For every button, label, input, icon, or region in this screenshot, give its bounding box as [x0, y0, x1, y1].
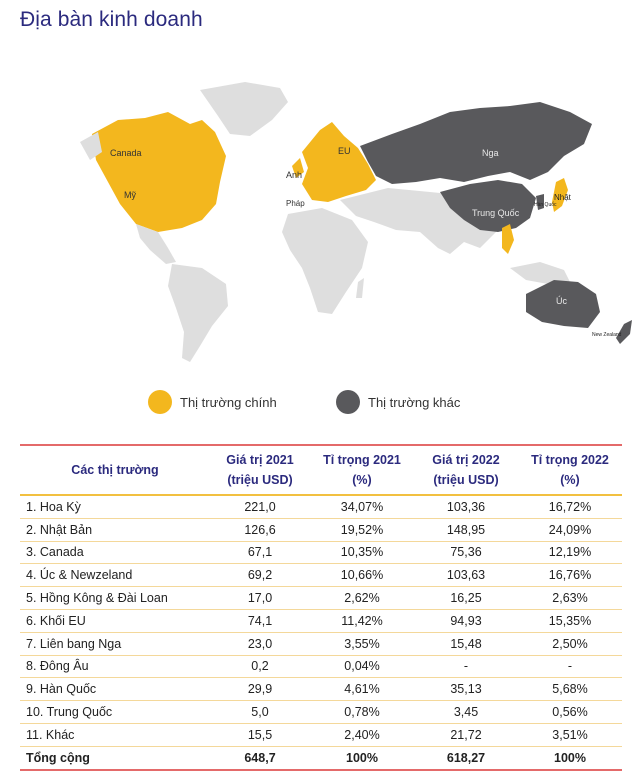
cell-value-2022: 103,36: [414, 495, 518, 518]
cell-market: 10. Trung Quốc: [20, 701, 210, 724]
cell-value-2022: 21,72: [414, 723, 518, 746]
cell-value-2022: 3,45: [414, 701, 518, 724]
table-row: [20, 541, 622, 564]
cell-share-2021: 11,42%: [310, 609, 414, 632]
table-row: [20, 723, 622, 746]
label-canada: Canada: [110, 148, 142, 158]
cell-market: 3. Canada: [20, 541, 210, 564]
cell-value-2021: 0,2: [210, 655, 310, 678]
cell-value-2021: 69,2: [210, 564, 310, 587]
label-nhat: Nhật: [554, 193, 571, 202]
africa-shape: [282, 208, 368, 314]
label-nga: Nga: [482, 148, 499, 158]
header-value-2021: Giá trị 2021 (triệu USD): [210, 445, 310, 495]
market-table: [20, 444, 622, 771]
cell-value-2022: -: [414, 655, 518, 678]
cell-share-2021: 10,35%: [310, 541, 414, 564]
label-uc: Úc: [556, 296, 567, 306]
cell-market: 6. Khối EU: [20, 609, 210, 632]
north-america-shape: [92, 112, 226, 232]
cell-value-2021: 221,0: [210, 495, 310, 518]
label-trung-quoc: Trung Quốc: [472, 208, 520, 218]
cell-share-2021: 10,66%: [310, 564, 414, 587]
label-eu: EU: [338, 146, 351, 156]
cell-share-2022: -: [518, 655, 622, 678]
cell-share-2021: 0,78%: [310, 701, 414, 724]
cell-value-2021: 126,6: [210, 518, 310, 541]
cell-share-2021: 2,40%: [310, 723, 414, 746]
cell-share-2022: 16,76%: [518, 564, 622, 587]
cell-share-2022: 16,72%: [518, 495, 622, 518]
cell-value-2022: 16,25: [414, 587, 518, 610]
cell-market: 8. Đông Âu: [20, 655, 210, 678]
cell-value-2022: 35,13: [414, 678, 518, 701]
cell-share-2021: 100%: [310, 746, 414, 769]
cell-share-2022: 12,19%: [518, 541, 622, 564]
table-row: [20, 564, 622, 587]
table-row: [20, 655, 622, 678]
legend-main: [148, 390, 277, 414]
cell-market: 11. Khác: [20, 723, 210, 746]
table-body: [20, 495, 622, 770]
world-map: [40, 72, 640, 372]
cell-share-2021: 2,62%: [310, 587, 414, 610]
cell-value-2022: 148,95: [414, 518, 518, 541]
cell-value-2022: 103,63: [414, 564, 518, 587]
cell-value-2021: 15,5: [210, 723, 310, 746]
cell-share-2022: 2,63%: [518, 587, 622, 610]
cell-value-2021: 29,9: [210, 678, 310, 701]
gray-circle-icon: [336, 390, 360, 414]
label-new-zealand: New Zealand: [592, 332, 622, 338]
label-han-quoc: Hàn Quốc: [534, 202, 557, 208]
cell-market: 9. Hàn Quốc: [20, 678, 210, 701]
cell-value-2022: 15,48: [414, 632, 518, 655]
cell-share-2022: 5,68%: [518, 678, 622, 701]
cell-share-2021: 3,55%: [310, 632, 414, 655]
label-phap: Pháp: [286, 199, 305, 208]
south-america-shape: [168, 264, 228, 362]
cell-market: 4. Úc & Newzeland: [20, 564, 210, 587]
cell-value-2021: 17,0: [210, 587, 310, 610]
legend-other: [336, 390, 460, 414]
label-anh: Anh: [286, 170, 303, 180]
cell-value-2021: 5,0: [210, 701, 310, 724]
madagascar-shape: [356, 278, 364, 298]
cell-market: 7. Liên bang Nga: [20, 632, 210, 655]
table-row: [20, 518, 622, 541]
table-header-row: [20, 445, 622, 495]
cell-share-2022: 24,09%: [518, 518, 622, 541]
cell-share-2021: 34,07%: [310, 495, 414, 518]
cell-value-2022: 94,93: [414, 609, 518, 632]
header-share-2022: Tỉ trọng 2022 (%): [518, 445, 622, 495]
cell-market: Tổng cộng: [20, 746, 210, 769]
europe-shape: [302, 122, 376, 202]
table-row: [20, 609, 622, 632]
header-market: Các thị trường: [20, 445, 210, 495]
cell-market: 1. Hoa Kỳ: [20, 495, 210, 518]
cell-market: 2. Nhật Bản: [20, 518, 210, 541]
cell-share-2022: 15,35%: [518, 609, 622, 632]
table-row: [20, 678, 622, 701]
cell-value-2021: 648,7: [210, 746, 310, 769]
table-row: [20, 587, 622, 610]
label-my: Mỹ: [124, 190, 136, 200]
cell-value-2021: 67,1: [210, 541, 310, 564]
page-title: Địa bàn kinh doanh: [20, 8, 203, 31]
table-row: [20, 632, 622, 655]
cell-market: 5. Hồng Kông & Đài Loan: [20, 587, 210, 610]
cell-share-2022: 100%: [518, 746, 622, 769]
legend-other-label: Thị trường khác: [368, 394, 461, 410]
cell-share-2022: 0,56%: [518, 701, 622, 724]
cell-value-2021: 74,1: [210, 609, 310, 632]
cell-share-2022: 3,51%: [518, 723, 622, 746]
cell-share-2021: 19,52%: [310, 518, 414, 541]
cell-share-2022: 2,50%: [518, 632, 622, 655]
table-row: [20, 495, 622, 518]
table-total-row: [20, 746, 622, 769]
yellow-circle-icon: [148, 390, 172, 414]
cell-value-2021: 23,0: [210, 632, 310, 655]
russia-shape: [360, 102, 592, 184]
legend-main-label: Thị trường chính: [180, 394, 277, 410]
cell-value-2022: 618,27: [414, 746, 518, 769]
cell-share-2021: 4,61%: [310, 678, 414, 701]
header-share-2021: Tỉ trọng 2021 (%): [310, 445, 414, 495]
header-value-2022: Giá trị 2022 (triệu USD): [414, 445, 518, 495]
cell-share-2021: 0,04%: [310, 655, 414, 678]
greenland-shape: [200, 82, 288, 136]
table-row: [20, 701, 622, 724]
cell-value-2022: 75,36: [414, 541, 518, 564]
